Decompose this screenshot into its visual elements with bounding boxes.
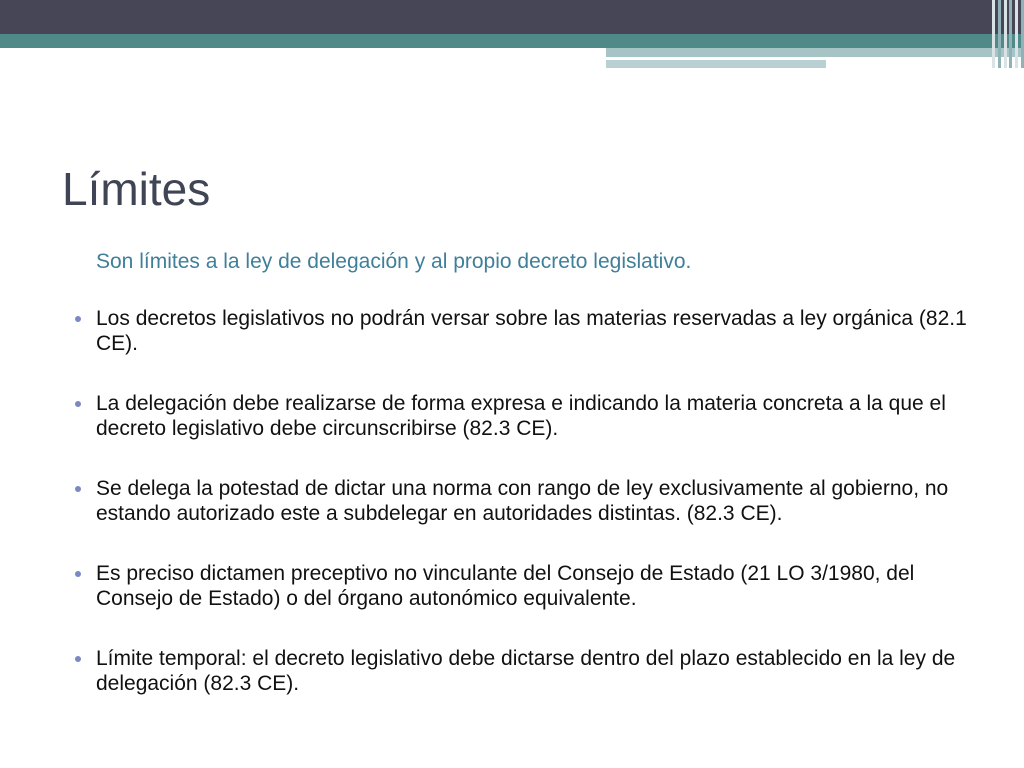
bullet-dot-icon bbox=[75, 571, 81, 577]
bullet-dot-icon bbox=[75, 656, 81, 662]
banner-accent-line bbox=[606, 57, 948, 59]
list-item bbox=[70, 391, 970, 441]
list-item-text: Los decretos legislativos no podrán versar sobre las materias reservadas a ley orgánica (82.1 CE). bbox=[96, 307, 967, 355]
bullet-dot-icon bbox=[75, 486, 81, 492]
list-item-text: La delegación debe realizarse de forma expresa e indicando la materia concreta a la que el decreto legislativo debe circunscribirse (82.3 CE). bbox=[96, 392, 946, 440]
list-item-text: Se delega la potestad de dictar una norma con rango de ley exclusivamente al gobierno, no estando autorizado este a subdelegar en autoridades distintas. (82.3 CE). bbox=[96, 477, 949, 525]
list-item bbox=[70, 561, 970, 611]
banner-stripes bbox=[992, 0, 1024, 68]
slide-title: Límites bbox=[62, 163, 211, 215]
banner-dark-band bbox=[0, 0, 1024, 34]
list-item bbox=[70, 646, 970, 696]
banner-teal-band bbox=[0, 34, 1024, 48]
list-item-text: Límite temporal: el decreto legislativo debe dictarse dentro del plazo establecido en la ley de delegación (82.3 CE). bbox=[96, 647, 956, 695]
bullet-dot-icon bbox=[75, 401, 81, 407]
list-item bbox=[70, 306, 970, 356]
bullet-dot-icon bbox=[75, 316, 81, 322]
list-item bbox=[70, 476, 970, 526]
banner-accent-bar bbox=[606, 48, 1024, 57]
banner-accent-bar-short bbox=[606, 60, 826, 68]
bullet-list bbox=[70, 306, 970, 696]
intro-text: Son límites a la ley de delegación y al propio decreto legislativo. bbox=[96, 250, 692, 273]
slide-body bbox=[70, 248, 970, 731]
list-item-text: Es preciso dictamen preceptivo no vinculante del Consejo de Estado (21 LO 3/1980, del Consejo de Estado) o del órgano autonómico equivalente. bbox=[96, 562, 915, 610]
